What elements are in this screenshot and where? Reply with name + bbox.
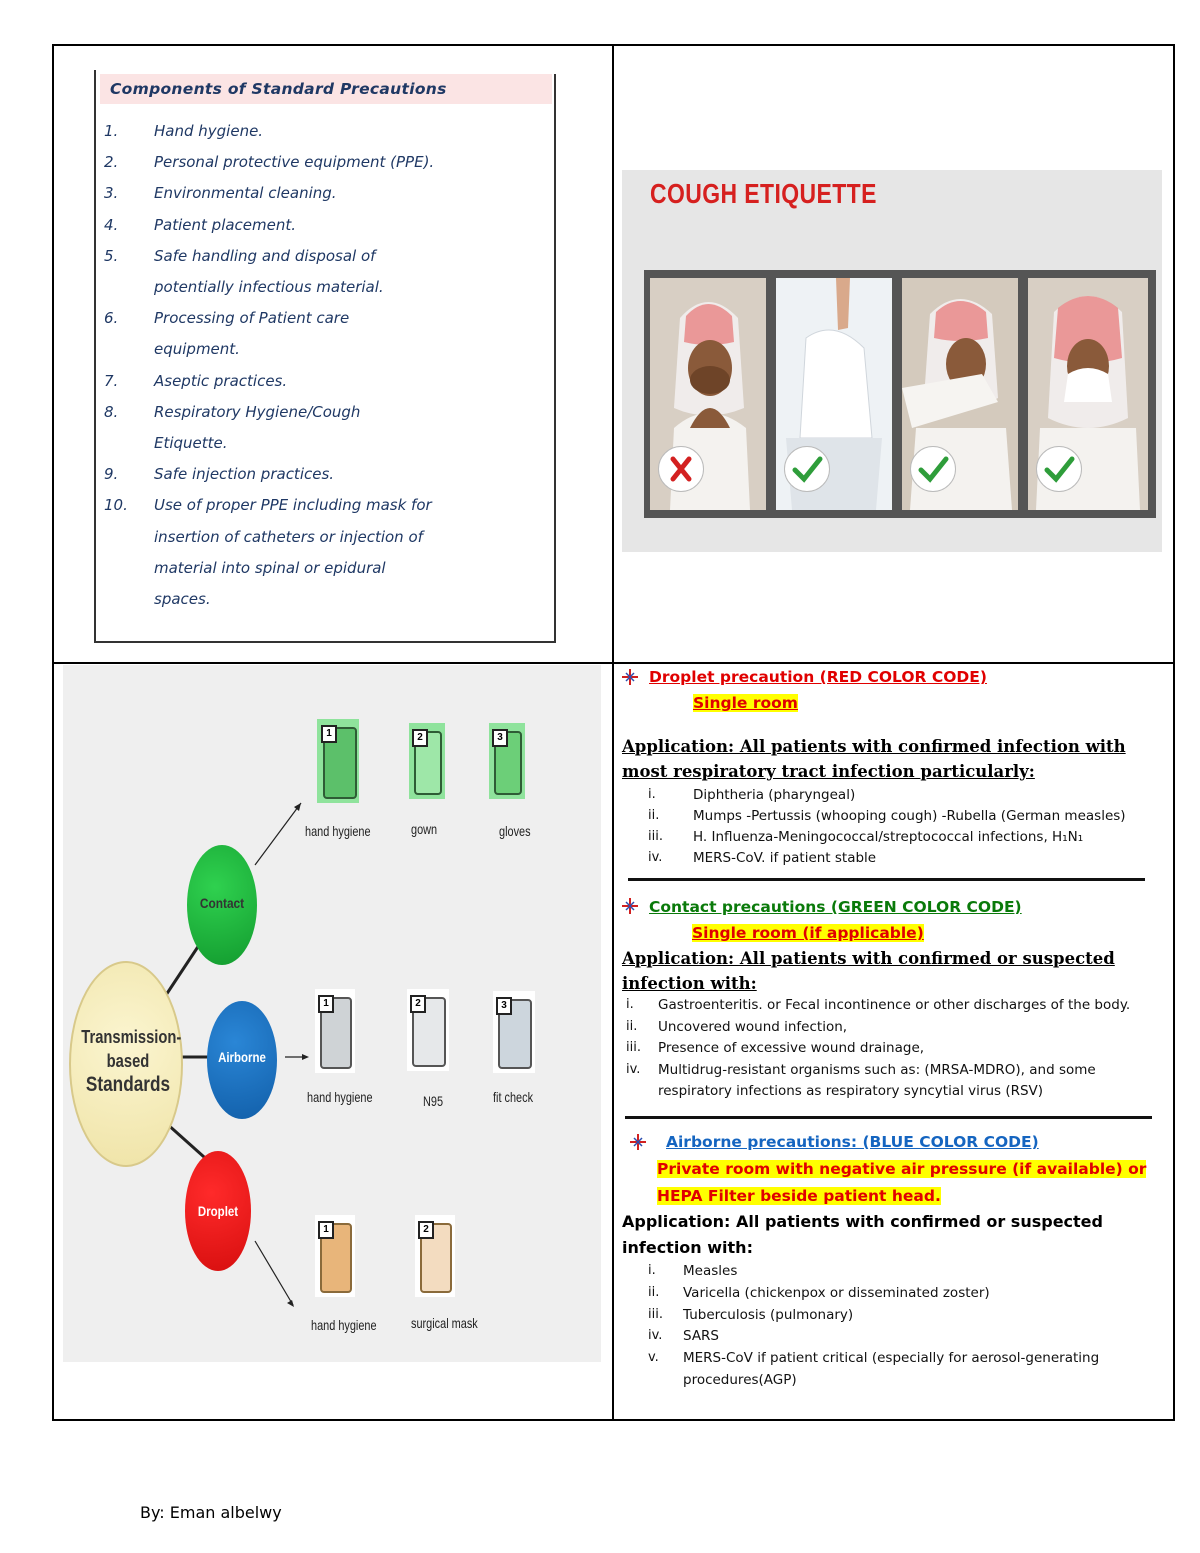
box-right-border [554, 74, 556, 643]
contact-node [187, 845, 257, 965]
list-item-numeral: iii. [648, 1306, 663, 1322]
list-item-text: potentially infectious material. [154, 278, 384, 296]
transmission-based-diagram [63, 665, 601, 1362]
list-item: Uncovered wound infection, [658, 1018, 848, 1035]
contact-label-gown: gown [411, 821, 438, 837]
list-item-number: 10. [104, 496, 128, 515]
standard-precautions-title: Components of Standard Precautions [110, 80, 447, 98]
contact-precaution-title: Contact precautions (GREEN COLOR CODE) [649, 898, 1022, 916]
transmission-center-node [69, 961, 183, 1167]
contact-label-gloves: gloves [499, 823, 531, 839]
center-label-line-2: based [106, 1051, 150, 1071]
contact-gloves-icon: 3 [489, 723, 525, 799]
droplet-node-label: Droplet [197, 1203, 239, 1219]
center-label-line-1: Transmission- [81, 1027, 182, 1047]
list-item-number: 9. [104, 465, 119, 484]
list-item-numeral: iv. [648, 850, 663, 865]
list-item: H. Influenza-Meningococcal/streptococcal infections, H₁N₁ [693, 829, 1084, 845]
list-item-numeral: iii. [648, 829, 663, 844]
list-item-text: Aseptic practices. [154, 371, 288, 390]
droplet-application-line-2: most respiratory tract infection particularly: [622, 762, 1035, 781]
airborne-node [207, 1001, 277, 1119]
standard-precautions-title-bar [100, 74, 552, 104]
airborne-application-line-2: infection with: [622, 1238, 753, 1257]
contact-room-note: Single room (if applicable) [692, 924, 924, 942]
list-item: MERS-CoV. if patient stable [693, 850, 877, 866]
list-item: Multidrug-resistant organisms such as: (MRSA-MDRO), and some [658, 1061, 1096, 1078]
droplet-application-line-1: Application: All patients with confirmed infection with [622, 737, 1126, 756]
airborne-label-hand-hygiene: hand hygiene [307, 1089, 373, 1105]
list-item: Mumps -Pertussis (whooping cough) -Rubella (German measles) [693, 808, 1126, 824]
box-left-border [94, 70, 96, 643]
standard-precautions-box [94, 70, 556, 643]
box-bottom-border [94, 641, 554, 643]
list-item-text: Hand hygiene. [154, 122, 264, 140]
check-mark-icon [784, 446, 830, 492]
list-item-text: Respiratory Hygiene/Cough [154, 402, 361, 421]
list-item-text: equipment. [154, 340, 240, 359]
list-item-text: Safe handling and disposal of [154, 246, 376, 265]
list-item: Varicella (chickenpox or disseminated zoster) [683, 1284, 990, 1301]
list-item-numeral: ii. [626, 1018, 638, 1034]
droplet-node [185, 1151, 251, 1271]
x-mark-icon [658, 446, 704, 492]
airborne-precaution-title: Airborne precautions: (BLUE COLOR CODE) [666, 1133, 1039, 1151]
list-item: Gastroenteritis. or Fecal incontinence or other discharges of the body. [658, 997, 1131, 1013]
list-item-text: Personal protective equipment (PPE). [154, 153, 435, 172]
list-item-text: Use of proper PPE including mask for [154, 496, 432, 515]
list-item-text: Etiquette. [154, 434, 228, 452]
list-item-numeral: i. [648, 1263, 656, 1278]
cough-etiquette-panels [644, 270, 1156, 518]
center-label-line-3: Standards [85, 1073, 171, 1096]
cough-panel-1 [650, 278, 766, 510]
cough-panel-3 [902, 278, 1018, 510]
arrow-bullet-icon [622, 898, 638, 914]
droplet-precaution-title: Droplet precaution (RED COLOR CODE) [649, 668, 987, 686]
list-item: MERS-CoV if patient critical (especially for aerosol-generating [683, 1350, 1100, 1367]
list-item-numeral: iv. [648, 1328, 663, 1344]
contact-node-label: Contact [199, 895, 245, 911]
list-item-numeral: ii. [648, 1284, 660, 1300]
section-divider [625, 1116, 1152, 1119]
airborne-hand-hygiene-icon: 1 [315, 989, 355, 1073]
list-item-text: Patient placement. [154, 215, 297, 234]
list-item-text: Environmental cleaning. [154, 184, 337, 203]
check-mark-icon [910, 446, 956, 492]
airborne-fit-check-icon: 3 [493, 991, 535, 1073]
list-item-number: 7. [104, 371, 119, 390]
list-item-numeral: iv. [626, 1061, 641, 1077]
contact-application-line-1: Application: All patients with confirmed or suspected [622, 949, 1115, 968]
airborne-node-label: Airborne [218, 1049, 266, 1065]
grid-vertical-divider [612, 46, 614, 1419]
list-item-text: Processing of Patient care [154, 309, 350, 328]
list-item-number: 2. [104, 153, 119, 172]
droplet-label-surgical-mask: surgical mask [411, 1315, 478, 1331]
list-item: Measles [683, 1263, 738, 1279]
list-item-text: material into spinal or epidural [154, 558, 386, 577]
cough-panel-4 [1028, 278, 1148, 510]
list-item-numeral: i. [626, 997, 634, 1012]
contact-label-hand-hygiene: hand hygiene [305, 823, 371, 839]
cough-panel-2 [776, 278, 892, 510]
grid-horizontal-divider [54, 662, 1173, 664]
list-item-numeral: i. [648, 787, 656, 802]
section-divider [628, 878, 1145, 881]
list-item-number: 4. [104, 215, 119, 234]
list-item-text: insertion of catheters or injection of [154, 527, 423, 546]
list-item-number: 1. [104, 122, 119, 140]
list-item: Presence of excessive wound drainage, [658, 1040, 925, 1056]
list-item: Tuberculosis (pulmonary) [683, 1306, 854, 1323]
list-item-number: 6. [104, 309, 119, 328]
airborne-application-line-1: Application: All patients with confirmed or suspected [622, 1212, 1103, 1231]
author-footer: By: Eman albelwy [140, 1503, 282, 1522]
droplet-surgical-mask-icon: 2 [415, 1215, 455, 1297]
airborne-n95-icon: 2 [407, 989, 449, 1071]
check-mark-icon [1036, 446, 1082, 492]
list-item-number: 8. [104, 402, 119, 421]
list-item-text: Safe injection practices. [154, 465, 335, 484]
contact-hand-hygiene-icon: 1 [317, 719, 359, 803]
contact-application-line-2: infection with: [622, 974, 757, 993]
list-item: Diphtheria (pharyngeal) [693, 787, 856, 803]
contact-gown-icon: 2 [409, 723, 445, 799]
airborne-room-note-line-2: HEPA Filter beside patient head. [657, 1187, 941, 1205]
arrow-bullet-icon [630, 1134, 646, 1150]
droplet-label-hand-hygiene: hand hygiene [311, 1317, 377, 1333]
airborne-room-note-line-1: Private room with negative air pressure (if available) or [657, 1160, 1147, 1178]
droplet-room-note: Single room [693, 694, 798, 712]
list-item-numeral: ii. [648, 808, 660, 823]
airborne-label-fit-check: fit check [493, 1089, 534, 1105]
list-item-number: 5. [104, 246, 119, 265]
list-item-numeral: iii. [626, 1040, 641, 1055]
list-item-text: spaces. [154, 590, 211, 608]
airborne-label-n95: N95 [423, 1093, 444, 1109]
list-item: SARS [683, 1328, 720, 1345]
list-item: procedures(AGP) [683, 1372, 797, 1388]
arrow-bullet-icon [622, 669, 638, 685]
list-item-number: 3. [104, 184, 119, 203]
cough-etiquette-image [622, 170, 1162, 552]
list-item: respiratory infections as respiratory syncytial virus (RSV) [658, 1083, 1044, 1099]
list-item-numeral: v. [648, 1350, 659, 1366]
droplet-hand-hygiene-icon: 1 [315, 1215, 355, 1297]
cough-etiquette-title: COUGH ETIQUETTE [650, 178, 877, 209]
